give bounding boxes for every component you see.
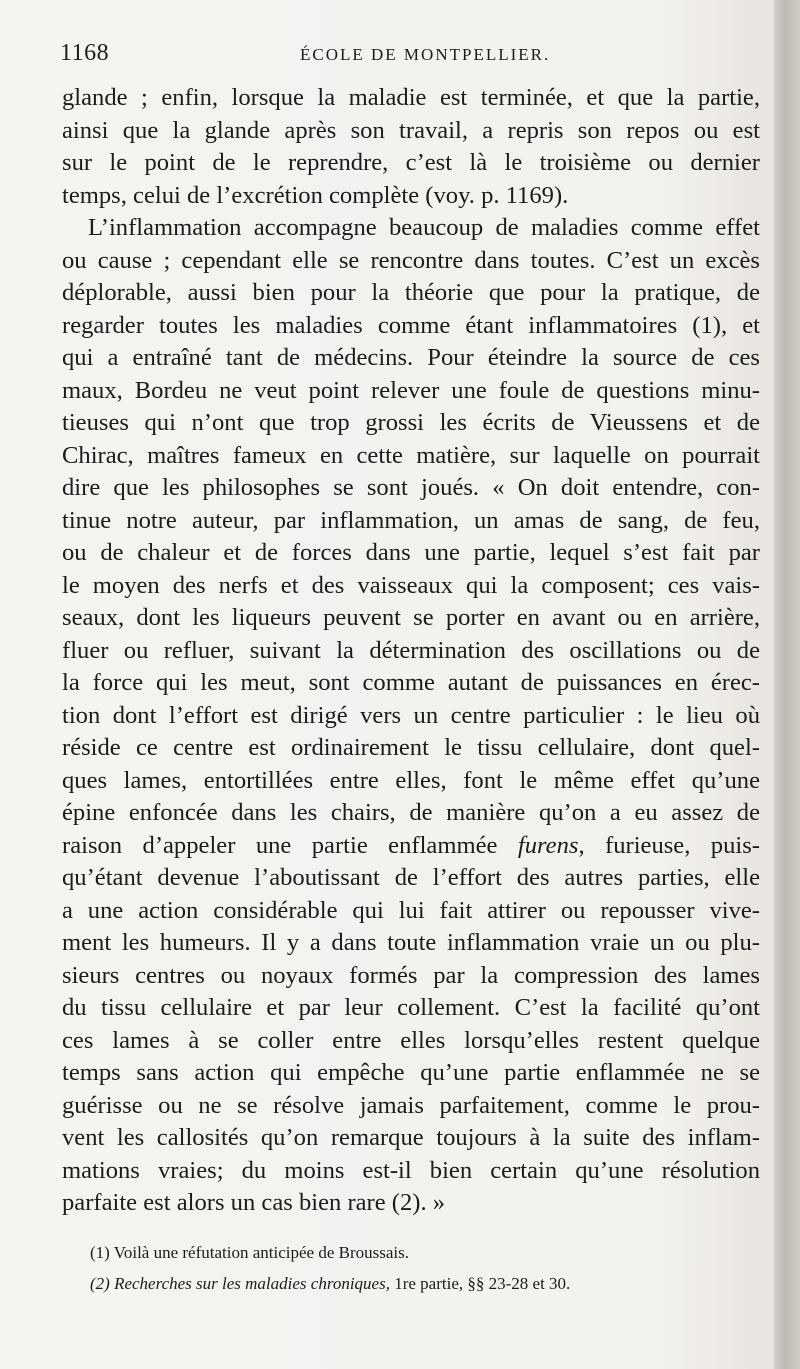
text-line: tion dont l’effort est dirigé vers un centre particulier : le lieu où [62, 701, 760, 729]
footnote-2-rest: 1re partie, §§ 23-28 et 30. [389, 1274, 571, 1293]
italic-term: furens [517, 831, 579, 859]
page-number: 1168 [60, 40, 110, 66]
text-line: Chirac, maîtres fameux en cette matière, sur laquelle on pourrait [62, 441, 760, 469]
text-line: guérisse ou ne se résolve jamais parfaitement, comme le prou- [62, 1091, 760, 1119]
text-line: mations vraies; du moins est-il bien certain qu’une résolution [62, 1156, 760, 1184]
line-text-tail: , furieuse, puis- [578, 831, 760, 859]
text-line: la force qui les meut, sont comme autant de puissances en érec- [62, 669, 760, 696]
text-line: réside ce centre est ordinairement le tissu cellulaire, dont quel- [62, 734, 760, 761]
line-text: raison d’appeler une partie enflammée [62, 831, 498, 859]
page-edge-shadow [774, 0, 800, 1369]
text-line: tieuses qui n’ont que trop grossi les écrits de Vieussens et de [62, 409, 760, 436]
text-line: le moyen des nerfs et des vaisseaux qui la composent; ces vais- [62, 571, 760, 599]
text-line: temps sans action qui empêche qu’une partie enflammée ne se [62, 1059, 760, 1086]
text-line: a une action considérable qui lui fait attirer ou repousser vive- [62, 896, 760, 924]
text-line: du tissu cellulaire et par leur collement. C’est la facilité qu’ont [62, 994, 760, 1021]
text-line: maux, Bordeu ne veut point relever une foule de questions minu- [62, 376, 760, 404]
text-line: ces lames à se coller entre elles lorsqu’elles restent quelque [62, 1026, 760, 1054]
text-line: vent les callosités qu’on remarque toujours à la suite des inflam- [62, 1124, 760, 1151]
text-line: ou de chaleur et de forces dans une partie, lequel s’est fait par [62, 539, 760, 566]
footnote-2 [90, 1268, 760, 1299]
text-line: parfaite est alors un cas bien rare (2). » [62, 1189, 446, 1216]
text-line: ainsi que la glande après son travail, a repris son repos ou est [62, 116, 760, 144]
text-line: temps, celui de l’excrétion complète (voy. p. 1169). [62, 181, 569, 209]
text-line: ment les humeurs. Il y a dans toute inflammation vraie un ou plu- [62, 929, 760, 956]
text-line: seaux, dont les liqueurs peuvent se porter en avant ou en arrière, [62, 604, 760, 631]
text-line: regarder toutes les maladies comme étant inflammatoires (1), et [62, 311, 760, 339]
text-line: L’inflammation accompagne beaucoup de maladies comme effet [88, 214, 760, 241]
text-line: tinue notre auteur, par inflammation, un amas de sang, de feu, [62, 506, 760, 534]
text-line: épine enfoncée dans les chairs, de manière qu’on a eu assez de [62, 799, 760, 826]
running-title: ÉCOLE DE MONTPELLIER. [300, 45, 551, 64]
text-line-with-italic [62, 830, 760, 863]
footnote-1: (1) Voilà une réfutation anticipée de Broussais. [90, 1243, 409, 1262]
text-line: qu’étant devenue l’aboutissant de l’effort des autres parties, elle [62, 864, 760, 891]
text-line: qui a entraîné tant de médecins. Pour éteindre la source de ces [62, 344, 760, 371]
text-line: fluer ou refluer, suivant la détermination des oscillations ou de [62, 636, 760, 664]
body-text [62, 82, 760, 1220]
text-line: dire que les philosophes se sont joués. « On doit entendre, con- [62, 474, 760, 501]
page-header [60, 40, 760, 70]
text-line: ques lames, entortillées entre elles, font le même effet qu’une [62, 766, 760, 794]
text-line: déplorable, aussi bien pour la théorie que pour la pratique, de [62, 279, 760, 306]
footnote-2-title: (2) Recherches sur les maladies chroniques, [90, 1274, 390, 1293]
footnotes [90, 1237, 760, 1299]
text-line: sieurs centres ou noyaux formés par la compression des lames [62, 961, 760, 989]
text-line: glande ; enfin, lorsque la maladie est terminée, et que la partie, [62, 84, 760, 111]
text-line: sur le point de le reprendre, c’est là le troisième ou dernier [62, 149, 760, 176]
text-line: ou cause ; cependant elle se rencontre dans toutes. C’est un excès [62, 246, 760, 274]
